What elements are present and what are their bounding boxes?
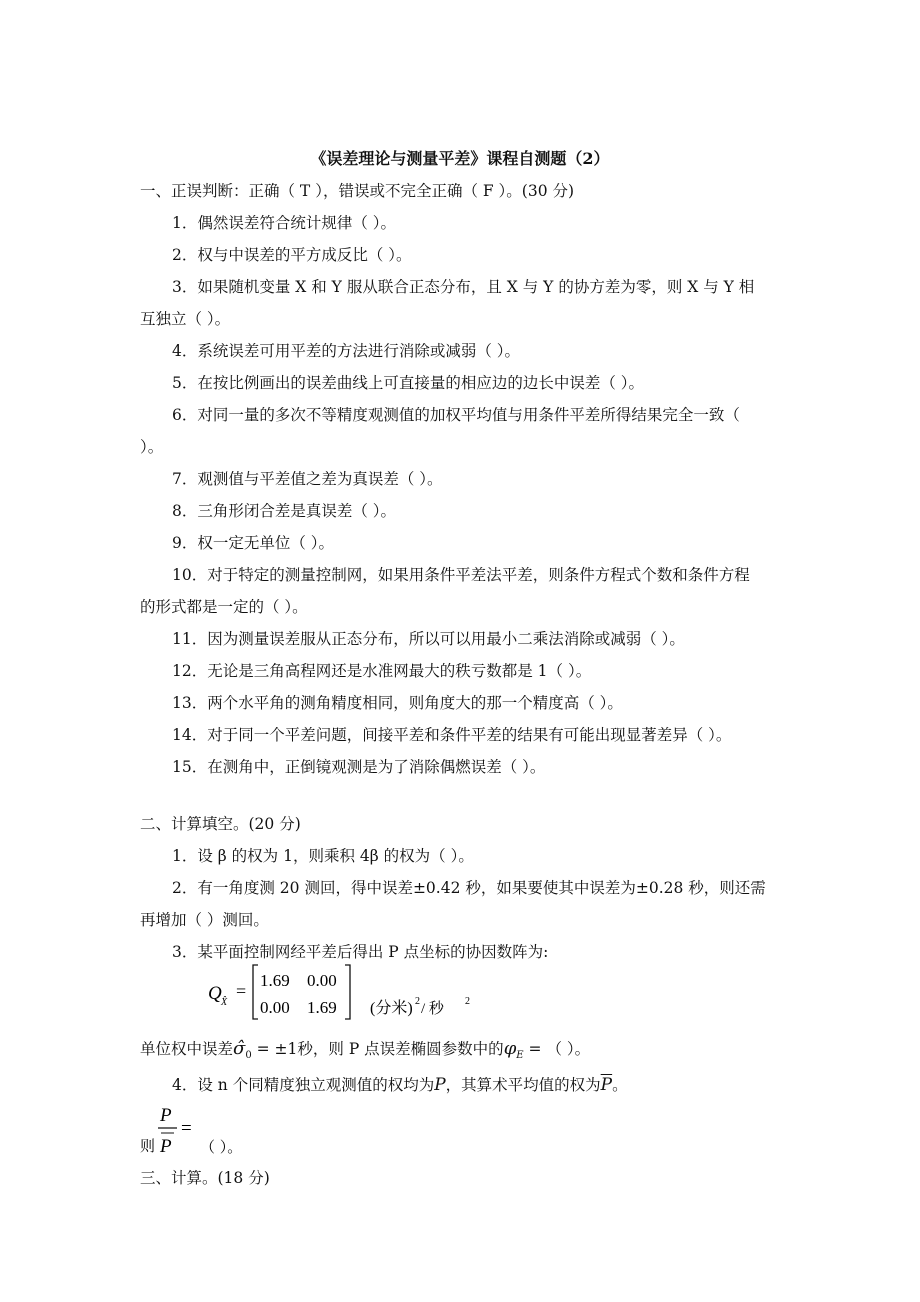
question-1-6: 6．对同一量的多次不等精度观测值的加权平均值与用条件平差所得结果完全一致（ [172,406,740,424]
question-2-2: 2．有一角度测 20 测回，得中误差±0.42 秒，如果要使其中误差为±0.28 秒，则还需 [172,879,766,897]
question-1-9: 9．权一定无单位（ ）。 [172,534,335,552]
question-1-5: 5．在按比例画出的误差曲线上可直接量的相应边的边长中误差（ ）。 [172,374,645,392]
matrix-symbol: Q [208,983,222,1004]
matrix-unit-exponent: 2 [415,996,420,1007]
sigma-value: = ±1 [251,1040,298,1058]
formula-prefix: 则 [140,1137,156,1155]
fraction-numerator: P [160,1105,172,1126]
phi-symbol: φ [503,1038,517,1059]
matrix-cell-r1c2: 0.00 [307,971,337,990]
matrix-unit-tail: / 秒 [421,1001,444,1017]
question-2-4-lead: 4．设 n 个同精度独立观测值的权均为 [172,1076,435,1094]
question-1-3: 3．如果随机变量 X 和 Y 服从联合正态分布，且 X 与 Y 的协方差为零，则 X 与 Y 相 [172,278,755,296]
question-2-4 [172,1073,628,1095]
matrix-subscript: X̂ [221,997,228,1008]
weight-symbol-p-bar: $\overline{P}$ [600,1075,613,1095]
matrix-cell-r1c1: 1.69 [260,971,290,990]
matrix-unit-tail-exponent: 2 [465,996,470,1007]
matrix-equals: = [236,981,247,1001]
question-2-3: 3．某平面控制网经平差后得出 P 点坐标的协因数阵为: [172,943,549,961]
weight-symbol-p: P [434,1075,446,1095]
section-1-heading: 一、正误判断：正确（ T ），错误或不完全正确（ F ）。(30 分) [140,182,575,200]
question-1-15: 15．在测角中，正倒镜观测是为了消除偶燃误差（ ）。 [172,758,546,776]
question-1-2: 2．权与中误差的平方成反比（ ）。 [172,246,412,264]
question-1-8: 8．三角形闭合差是真误差（ ）。 [172,502,397,520]
question-2-4-end: 。 [612,1076,628,1094]
question-1-6-continued: ）。 [140,438,164,456]
formula-equals: = [181,1118,192,1139]
question-1-4: 4．系统误差可用平差的方法进行消除或减弱（ ）。 [172,342,521,360]
question-1-3-continued: 互独立（ ）。 [140,310,231,328]
question-1-10: 10．对于特定的测量控制网，如果用条件平差法平差，则条件方程式个数和条件方程 [172,566,750,584]
matrix-left-bracket [253,965,258,1019]
question-1-10-continued: 的形式都是一定的（ ）。 [140,598,308,616]
matrix-cell-r2c2: 1.69 [307,998,337,1017]
page-title: 《误差理论与测量平差》课程自测题（2） [310,149,610,168]
matrix-unit: (分米) [370,1000,413,1017]
question-1-11: 11．因为测量误差服从正态分布，所以可以用最小二乘法消除或减弱（ ）。 [172,630,685,648]
sigma-subscript: 0 [245,1050,252,1062]
sigma-hat-symbol: σ̂ [233,1038,246,1059]
answer-blank: （ ）。 [200,1138,243,1156]
matrix-cell-r2c1: 0.00 [260,998,290,1017]
question-1-7: 7．观测值与平差值之差为真误差（ ）。 [172,470,443,488]
cofactor-matrix [208,962,528,1022]
question-2-2-continued: 再增加（ ）测回。 [140,911,269,929]
section-2-heading: 二、计算填空。(20 分) [140,815,301,833]
matrix-right-bracket [345,965,350,1019]
ratio-formula [140,1102,460,1162]
question-2-1: 1．设 β 的权为 1，则乘积 4β 的权为（ ）。 [172,847,474,865]
question-1-12: 12．无论是三角高程网还是水准网最大的秩亏数都是 1（ ）。 [172,662,592,680]
question-1-14: 14．对于同一个平差问题，间接平差和条件平差的结果有可能出现显著差异（ ）。 [172,726,732,744]
unit-weight-label: 单位权中误差 [140,1040,234,1058]
question-1-1: 1．偶然误差符合统计规律（ ）。 [172,214,397,232]
statement-middle: 秒，则 P 点误差椭圆参数中的 [297,1040,504,1058]
fraction-denominator: P [160,1136,172,1157]
phi-subscript: E [516,1050,524,1062]
question-2-3-statement [140,1037,590,1061]
statement-tail: = （ ）。 [523,1040,591,1058]
question-2-4-middle: ，其算术平均值的权为 [445,1076,601,1094]
section-3-heading: 三、计算。(18 分) [140,1169,270,1187]
question-1-13: 13．两个水平角的测角精度相同，则角度大的那一个精度高（ ）。 [172,694,623,712]
